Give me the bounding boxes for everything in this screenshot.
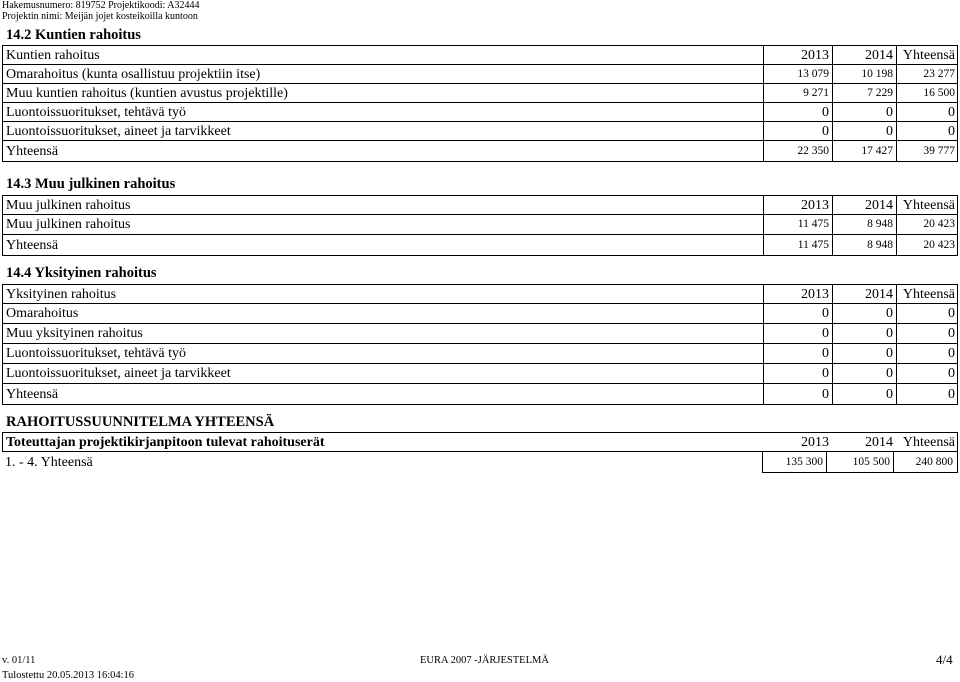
value-2014: 0	[832, 344, 896, 363]
row-label: Muu julkinen rahoitus	[6, 217, 131, 232]
value-2013: 0	[763, 122, 832, 140]
value-2013: 0	[763, 304, 832, 323]
row-label: Luontoissuoritukset, tehtävä työ	[6, 105, 187, 120]
section-title-summary: RAHOITUSSUUNNITELMA YHTEENSÄ	[6, 414, 275, 430]
value-total: 0	[896, 364, 959, 383]
value-2013: 9 271	[763, 84, 832, 102]
value-total: 0	[896, 384, 959, 404]
table-row	[2, 122, 958, 141]
table-kuntien-rahoitus	[2, 45, 958, 162]
table-header-row	[2, 195, 958, 215]
row-label: Luontoissuoritukset, tehtävä työ	[6, 346, 187, 361]
col-2013: 2013	[763, 196, 832, 214]
header-application-number: Hakemusnumero: 819752 Projektikoodi: A32444	[2, 0, 200, 11]
value-2014: 0	[832, 324, 896, 343]
value-2014: 0	[832, 384, 896, 404]
value-total: 23 277	[896, 65, 959, 83]
row-label: Muu kuntien rahoitus (kuntien avustus projektille)	[6, 86, 288, 101]
section-title-14-4: 14.4 Yksityinen rahoitus	[6, 265, 157, 281]
value-2013: 0	[763, 364, 832, 383]
value-2013: 22 350	[763, 141, 832, 161]
row-label: 1. - 4. Yhteensä	[5, 455, 93, 470]
table-row	[2, 84, 958, 103]
value-2014: 0	[832, 304, 896, 323]
value-2014: 105 500	[827, 452, 894, 473]
col-total: Yhteensä	[896, 285, 959, 303]
table-row	[2, 215, 958, 235]
value-2013: 11 475	[763, 215, 832, 234]
table-yksityinen-rahoitus	[2, 284, 958, 405]
row-label: Luontoissuoritukset, aineet ja tarvikkeet	[6, 124, 231, 139]
value-2013: 0	[763, 324, 832, 343]
value-2013: 135 300	[762, 452, 827, 473]
row-label: Yhteensä	[6, 387, 59, 402]
col-total: Yhteensä	[902, 435, 955, 450]
col-2013: 2013	[801, 435, 829, 450]
col-label: Yksityinen rahoitus	[6, 287, 117, 302]
value-total: 39 777	[896, 141, 959, 161]
table-header-row	[2, 45, 958, 65]
section-title-14-2: 14.2 Kuntien rahoitus	[6, 27, 141, 43]
table-header-row	[2, 284, 958, 304]
footer-printed: Tulostettu 20.05.2013 16:04:16	[2, 670, 135, 681]
col-2013: 2013	[763, 285, 832, 303]
table-rahoitussuunnitelma-yhteensa	[2, 432, 958, 473]
value-total: 20 423	[896, 215, 959, 234]
value-2013: 11 475	[763, 235, 832, 255]
table-muu-julkinen-rahoitus	[2, 195, 958, 256]
col-total: Yhteensä	[896, 46, 959, 64]
table-row	[2, 103, 958, 122]
footer-system: EURA 2007 -JÄRJESTELMÄ	[420, 655, 549, 666]
table-row	[2, 344, 958, 364]
row-label: Yhteensä	[6, 144, 59, 159]
value-2014: 0	[832, 122, 896, 140]
table-row	[2, 65, 958, 84]
value-2014: 8 948	[832, 215, 896, 234]
table-row	[2, 324, 958, 344]
table-row	[2, 304, 958, 324]
value-2013: 0	[763, 344, 832, 363]
row-label: Luontoissuoritukset, aineet ja tarvikkeet	[6, 366, 231, 381]
value-2014: 8 948	[832, 235, 896, 255]
col-label: Toteuttajan projektikirjanpitoon tulevat rahoituserät	[6, 435, 325, 450]
value-total: 0	[896, 304, 959, 323]
header-project-name: Projektin nimi: Meijän jojet kosteikoilla kuntoon	[2, 11, 198, 22]
value-2014: 0	[832, 103, 896, 121]
value-total: 0	[896, 344, 959, 363]
col-2013: 2013	[763, 46, 832, 64]
value-2013: 0	[763, 384, 832, 404]
footer-page-number: 4/4	[936, 652, 953, 667]
table-row-total	[2, 235, 958, 256]
value-2014: 17 427	[832, 141, 896, 161]
row-label: Omarahoitus	[6, 306, 79, 321]
row-label: Yhteensä	[6, 238, 59, 253]
value-2014: 10 198	[832, 65, 896, 83]
value-total: 0	[896, 324, 959, 343]
row-label: Muu yksityinen rahoitus	[6, 326, 143, 341]
value-2014: 7 229	[832, 84, 896, 102]
col-total: Yhteensä	[896, 196, 959, 214]
value-total: 0	[896, 103, 959, 121]
col-2014: 2014	[832, 46, 896, 64]
table-row-total	[2, 384, 958, 405]
value-total: 240 800	[894, 452, 958, 473]
table-row	[2, 364, 958, 384]
col-label: Kuntien rahoitus	[6, 48, 100, 63]
section-title-14-3: 14.3 Muu julkinen rahoitus	[6, 176, 176, 192]
col-label: Muu julkinen rahoitus	[6, 198, 131, 213]
footer-version: v. 01/11	[2, 655, 36, 666]
value-2013: 0	[763, 103, 832, 121]
value-2014: 0	[832, 364, 896, 383]
value-total: 16 500	[896, 84, 959, 102]
col-2014: 2014	[865, 435, 893, 450]
col-2014: 2014	[832, 285, 896, 303]
value-total: 20 423	[896, 235, 959, 255]
table-row-total	[2, 452, 958, 473]
value-2013: 13 079	[763, 65, 832, 83]
table-header-row	[2, 432, 958, 452]
row-label: Omarahoitus (kunta osallistuu projektiin itse)	[6, 67, 261, 82]
col-2014: 2014	[832, 196, 896, 214]
value-total: 0	[896, 122, 959, 140]
table-row-total	[2, 141, 958, 162]
